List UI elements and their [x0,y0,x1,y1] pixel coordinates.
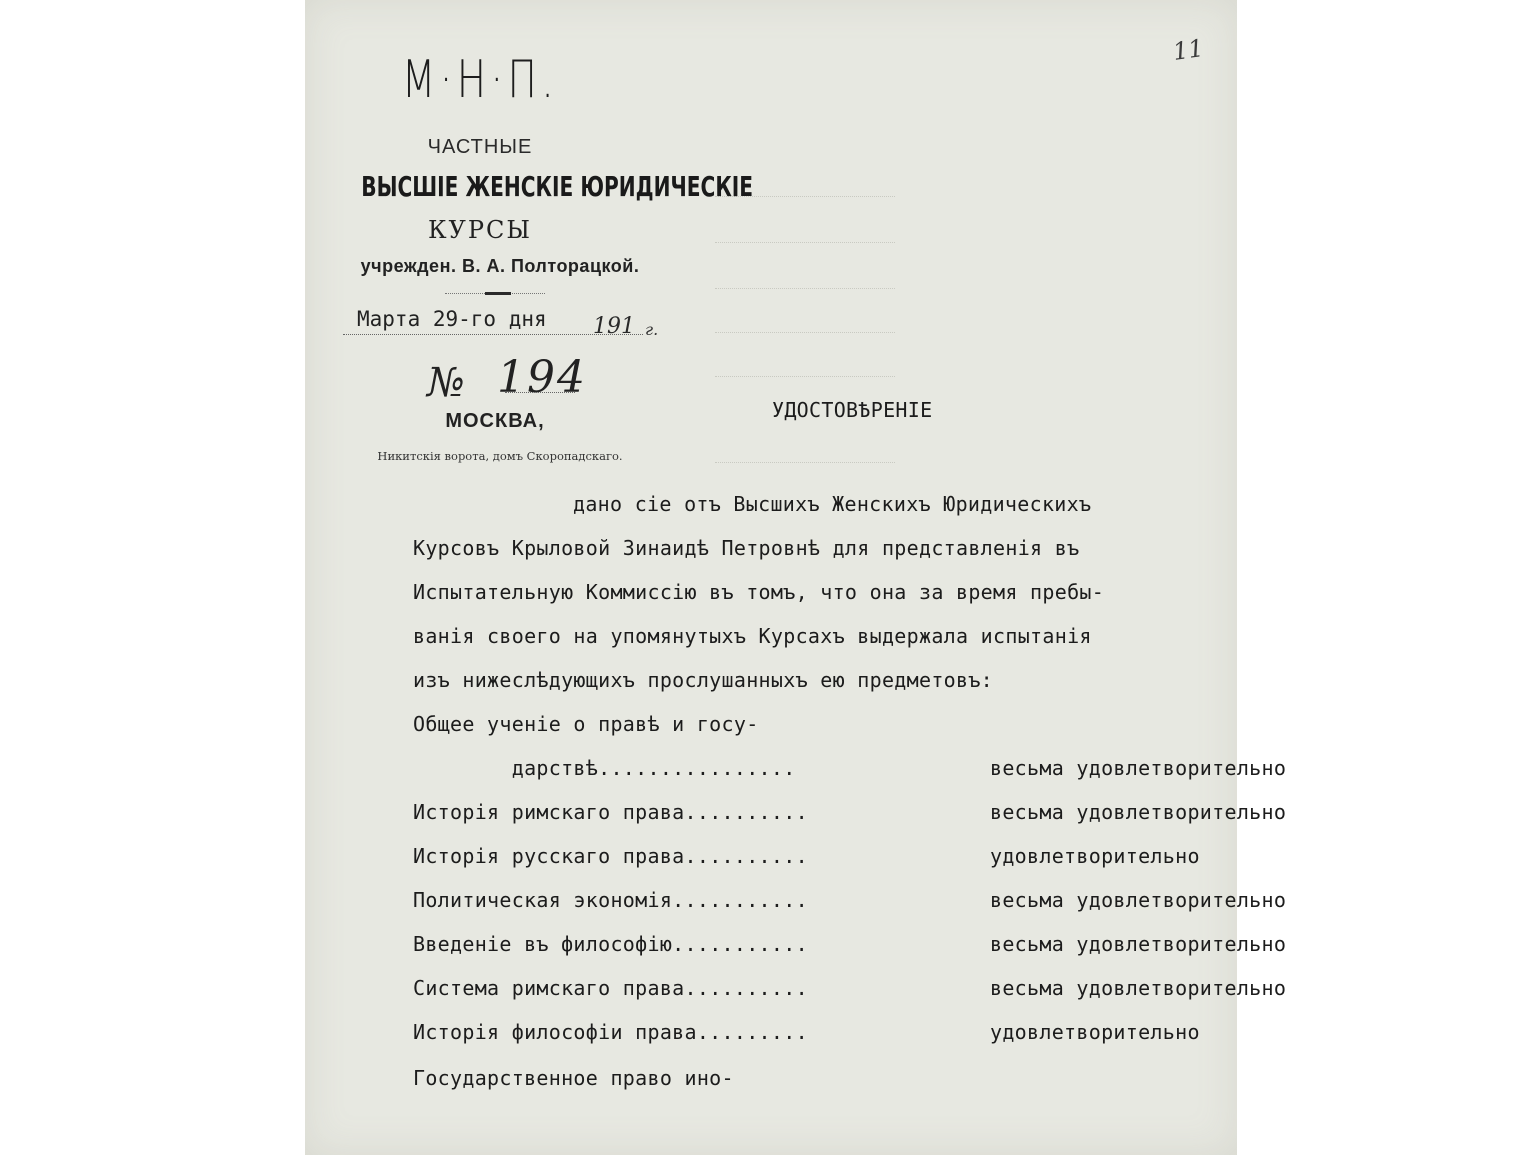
grade-row [413,844,1200,868]
grade-subject: Система римскаго права [413,976,685,1000]
document-number: 194 [497,352,587,403]
grade-leader-dots: ......... [696,1020,808,1044]
grade-row [413,756,1287,780]
grade-value: весьма удовлетворительно [990,756,1287,780]
letterhead-address: Никитскія ворота, домъ Скоропадскаго. [377,449,623,463]
grade-row [413,800,1287,824]
grade-value: весьма удовлетворительно [990,888,1287,912]
grade-row [413,1066,734,1090]
grade-subject: Исторія русскаго права [413,844,685,868]
date-year: 191 [593,314,635,339]
letterhead-divider [485,292,511,295]
grade-value: удовлетворительно [990,1020,1200,1044]
folio-number: 11 [1171,34,1206,66]
grade-leader-dots: ................ [598,756,796,780]
letterhead-monogram: М·Н·П. [401,50,559,110]
letterhead-line-institution: ВЫСШІЕ ЖЕНСКІЕ ЮРИДИЧЕСКІЕ [361,170,754,203]
grade-leader-dots: ........... [672,932,808,956]
grade-subject: Исторія философіи права [413,1020,697,1044]
date-year-suffix: г. [645,320,659,339]
paragraph-line: Испытательную Коммиссію въ томъ, что она за время пребы- [413,580,1105,604]
form-guide-line [715,242,895,243]
grade-subject: Введеніе въ философію [413,932,673,956]
grade-leader-dots: .......... [684,844,808,868]
grade-row [413,932,1287,956]
document-sheet [305,0,1287,1155]
grade-subject: Государственное право ино- [413,1066,734,1090]
grade-leader-dots: .......... [684,800,808,824]
letterhead-city: МОСКВА, [445,410,545,432]
grade-row [413,1020,1200,1044]
date-printed: Марта 29-го дня [357,307,547,331]
grade-subject: Политическая экономія [413,888,673,912]
number-underline [505,392,575,393]
grade-row [413,976,1287,1000]
grade-subject: дарствѣ [413,756,599,780]
form-guide-line [715,288,895,289]
grade-row [413,888,1287,912]
grade-value: весьма удовлетворительно [990,800,1287,824]
grade-leader-dots: .......... [684,976,808,1000]
paragraph-line: ванія своего на упомянутыхъ Курсахъ выдержала испытанія [413,624,1092,648]
form-guide-line [715,376,895,377]
grade-subject: Исторія римскаго права [413,800,685,824]
number-prefix: № [427,360,465,406]
letterhead-line-founder: учрежден. В. А. Полторацкой. [360,256,640,276]
form-guide-line [715,462,895,463]
grade-value: весьма удовлетворительно [990,976,1287,1000]
document-title: УДОСТОВѢРЕНІЕ [772,398,933,422]
letterhead-line-private: ЧАСТНЫЕ [427,136,533,158]
grade-value: весьма удовлетворительно [990,932,1287,956]
form-guide-line [715,332,895,333]
paragraph-line: изъ нижеслѣдующихъ прослушанныхъ ею предметовъ: [413,668,994,692]
grade-value: удовлетворительно [990,844,1200,868]
grade-subject: Общее ученіе о правѣ и госу- [413,712,759,736]
grade-leader-dots: ........... [672,888,808,912]
date-underline [343,334,643,335]
paragraph-line: Курсовъ Крыловой Зинаидѣ Петровнѣ для представленія въ [413,536,1080,560]
letterhead-line-courses: КУРСЫ [427,216,533,244]
paragraph-line: дано сіе отъ Высшихъ Женскихъ Юридическихъ [573,492,1092,516]
grade-row [413,712,759,736]
